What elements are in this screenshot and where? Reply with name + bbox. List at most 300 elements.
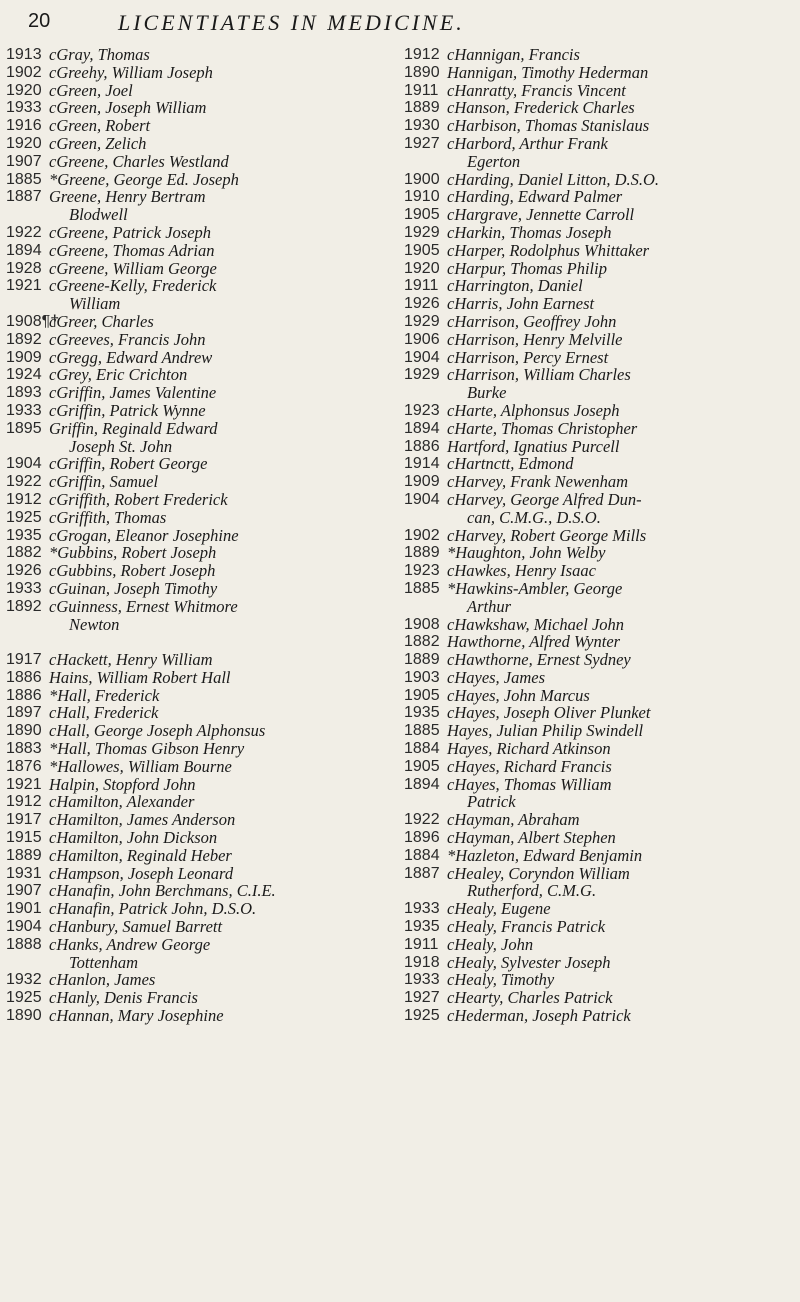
register-entry: [404, 1007, 799, 1025]
entry-year: 1884: [404, 740, 440, 758]
entry-name: cHanlon, James: [49, 970, 156, 990]
entry-name-continuation: Egerton: [467, 151, 521, 171]
entry-year: 1933: [6, 99, 42, 117]
entry-year: 1907: [6, 882, 42, 900]
entry-name: cGriffin, James Valentine: [49, 383, 217, 403]
register-entry: [404, 740, 799, 758]
entry-name: cGreer, Charles: [49, 311, 154, 331]
register-entry: [6, 740, 401, 758]
entry-name: cHayes, John Marcus: [447, 685, 590, 705]
entry-year: 1894: [6, 241, 42, 259]
register-entry: [404, 206, 799, 224]
entry-year: 1929: [404, 366, 440, 384]
entry-name: cGriffith, Thomas: [49, 507, 167, 527]
entry-year: 1932: [6, 971, 42, 989]
entry-year: 1887: [6, 188, 42, 206]
register-entry: [6, 455, 401, 473]
entry-year: 1886: [404, 437, 440, 455]
entry-name: cGrogan, Eleanor Josephine: [49, 525, 239, 545]
entry-name: cHall, Frederick: [49, 703, 159, 723]
entry-name: cHarrison, Geoffrey John: [447, 311, 617, 331]
register-entry: [404, 46, 799, 64]
register-entry: [404, 420, 799, 438]
register-entry: [6, 277, 401, 295]
register-entry: [404, 224, 799, 242]
entry-year: 1886: [6, 668, 42, 686]
register-entry: [6, 260, 401, 278]
entry-name: *Hazleton, Edward Benjamin: [447, 845, 643, 865]
entry-name: cHannan, Mary Josephine: [49, 1006, 224, 1026]
entry-year: 1922: [404, 811, 440, 829]
register-entry: [6, 64, 401, 82]
entry-year: 1902: [404, 526, 440, 544]
entry-name-continuation: Newton: [69, 614, 120, 634]
entry-year: 1933: [404, 971, 440, 989]
entry-name: cHartnctt, Edmond: [447, 454, 574, 474]
register-entry: [404, 82, 799, 100]
register-entry: [404, 527, 799, 545]
entry-year: 1904: [6, 918, 42, 936]
register-entry: [404, 277, 799, 295]
entry-name: cHarrison, William Charles: [447, 365, 631, 385]
entry-name: cHarbord, Arthur Frank: [447, 133, 608, 153]
entry-name: cHarding, Daniel Litton, D.S.O.: [447, 169, 660, 189]
entry-year: 1910: [404, 188, 440, 206]
register-entry: [404, 669, 799, 687]
entry-year: 1913: [6, 46, 42, 63]
register-entry: [404, 865, 799, 883]
register-entry: [6, 936, 401, 954]
register-entry: [6, 135, 401, 153]
entry-name: Griffin, Reginald Edward: [49, 418, 218, 438]
entry-name: cHarpur, Thomas Philip: [447, 258, 607, 278]
entry-name: Hartford, Ignatius Purcell: [447, 436, 620, 456]
entry-name: cHayes, Richard Francis: [447, 756, 612, 776]
entry-name: cGreen, Robert: [49, 116, 151, 136]
entry-name: cGregg, Edward Andrew: [49, 347, 213, 367]
register-entry: [6, 882, 401, 900]
entry-name: cHayes, Thomas William: [447, 774, 612, 794]
entry-year: 1935: [404, 704, 440, 722]
entry-name: cHampson, Joseph Leonard: [49, 863, 234, 883]
entry-name: cHanratty, Francis Vincent: [447, 80, 626, 100]
entry-year: 1889: [6, 846, 42, 864]
entry-name: cHanks, Andrew George: [49, 934, 211, 954]
entry-year: 1935: [404, 918, 440, 936]
register-entry: [6, 349, 401, 367]
register-entry: [6, 99, 401, 117]
entry-year: 1935: [6, 526, 42, 544]
running-head: LICENTIATES IN MEDICINE.: [118, 10, 465, 35]
entry-name: Hayes, Richard Atkinson: [447, 739, 611, 759]
entry-year: 1929: [404, 223, 440, 241]
register-entry: [6, 758, 401, 776]
entry-year: 1888: [6, 935, 42, 953]
entry-year: 1885: [6, 170, 42, 188]
register-entry: [404, 473, 799, 491]
entry-name: cHarvey, George Alfred Dun-: [447, 489, 642, 509]
entry-name: cHawkes, Henry Isaac: [447, 561, 596, 581]
entry-name: cHarte, Thomas Christopher: [447, 418, 638, 438]
register-entry: [6, 82, 401, 100]
entry-name: cHanafin, Patrick John, D.S.O.: [49, 899, 257, 919]
entry-name: cGreene, Thomas Adrian: [49, 240, 215, 260]
register-entry: [404, 117, 799, 135]
entry-name: cHarrison, Henry Melville: [447, 329, 623, 349]
register-entry: [404, 776, 799, 794]
entry-year: 1912: [404, 46, 440, 63]
entry-year: 1926: [404, 295, 440, 313]
entry-year: 1909: [6, 348, 42, 366]
entry-name: cHarrington, Daniel: [447, 276, 583, 296]
entry-name: cGreene, Charles Westland: [49, 151, 229, 171]
register-entry: [6, 313, 401, 331]
entry-year: 1925: [6, 989, 42, 1007]
entry-name: cGrey, Eric Crichton: [49, 365, 188, 385]
entry-name-continuation: Patrick: [467, 792, 516, 812]
register-entry: [6, 598, 401, 616]
register-entry: [404, 64, 799, 82]
register-entry: [404, 936, 799, 954]
entry-name: cHayes, Joseph Oliver Plunket: [447, 703, 651, 723]
entry-year: 1925: [6, 508, 42, 526]
register-entry: [6, 46, 401, 64]
entry-name: cGriffith, Robert Frederick: [49, 489, 228, 509]
register-entry: [6, 900, 401, 918]
register-entry: [404, 260, 799, 278]
entry-year: 1920: [404, 259, 440, 277]
register-entry: [404, 349, 799, 367]
entry-name: cHamilton, Reginald Heber: [49, 845, 232, 865]
entry-name: cHall, George Joseph Alphonsus: [49, 721, 266, 741]
entry-year: 1929: [404, 312, 440, 330]
register-entry: [404, 847, 799, 865]
entry-name: cHamilton, John Dickson: [49, 828, 218, 848]
entry-year: 1906: [404, 330, 440, 348]
entry-name: Hayes, Julian Philip Swindell: [447, 721, 644, 741]
entry-year: 1890: [404, 63, 440, 81]
entry-year: 1905: [404, 206, 440, 224]
entry-year: 1884: [404, 846, 440, 864]
entry-year: 1922: [6, 473, 42, 491]
entry-year: 1914: [404, 455, 440, 473]
register-entry: [404, 900, 799, 918]
entry-name: cHarding, Edward Palmer: [447, 187, 623, 207]
register-entry: [404, 580, 799, 598]
entry-year: 1892: [6, 597, 42, 615]
entry-name: cHackett, Henry William: [49, 650, 213, 670]
entry-name: cGuinan, Joseph Timothy: [49, 578, 218, 598]
register-entry: [6, 402, 401, 420]
entry-name: cHawthorne, Ernest Sydney: [447, 650, 631, 670]
register-entry: [6, 989, 401, 1007]
entry-year: 1883: [6, 740, 42, 758]
register-entry: [6, 865, 401, 883]
entry-name: cHealy, Timothy: [447, 970, 555, 990]
section-gap: [6, 633, 401, 651]
entry-year: 1887: [404, 864, 440, 882]
entry-year: 1886: [6, 686, 42, 704]
entry-name: cGray, Thomas: [49, 45, 150, 64]
entry-name: cHarte, Alphonsus Joseph: [447, 400, 620, 420]
register-entry: [404, 295, 799, 313]
register-entry: [404, 242, 799, 260]
entry-year: 1889: [404, 544, 440, 562]
register-entry: [6, 171, 401, 189]
register-entry: [6, 117, 401, 135]
register-entry: [404, 544, 799, 562]
entry-name: cHannigan, Francis: [447, 45, 580, 64]
entry-name: Hains, William Robert Hall: [49, 667, 231, 687]
entry-name: cHealy, John: [447, 934, 534, 954]
entry-year: 1894: [404, 775, 440, 793]
entry-year: 1921: [6, 277, 42, 295]
entry-name: cHealy, Eugene: [447, 899, 551, 919]
entry-name-continuation: Joseph St. John: [69, 436, 173, 456]
register-entry: [6, 473, 401, 491]
register-entry: [6, 544, 401, 562]
entry-year: 1896: [404, 829, 440, 847]
register-entry: [404, 438, 799, 456]
register-entry: [6, 847, 401, 865]
entry-name: cHayman, Abraham: [447, 810, 580, 830]
entry-year: 1889: [404, 651, 440, 669]
entry-name-continuation: Rutherford, C.M.G.: [467, 881, 597, 901]
entry-year: 1901: [6, 900, 42, 918]
register-entry: [6, 188, 401, 206]
entry-name: cHealy, Francis Patrick: [447, 917, 606, 937]
entry-name: Halpin, Stopford John: [49, 774, 196, 794]
entry-year: 1893: [6, 384, 42, 402]
entry-name: cGreen, Joseph William: [49, 98, 207, 118]
entry-year: 1923: [404, 401, 440, 419]
entry-year: 1918: [404, 953, 440, 971]
register-entry: [6, 331, 401, 349]
register-entry: [404, 366, 799, 384]
entry-name: *Hallowes, William Bourne: [49, 756, 232, 776]
entry-year: 1912: [6, 793, 42, 811]
register-entry: [404, 811, 799, 829]
entry-name: cHawkshaw, Michael John: [447, 614, 625, 634]
entry-year: 1882: [6, 544, 42, 562]
entry-year: 1928: [6, 259, 42, 277]
entry-name: cGriffin, Patrick Wynne: [49, 400, 206, 420]
register-entry: [6, 918, 401, 936]
register-entry: [6, 527, 401, 545]
entry-name-continuation: Burke: [467, 383, 507, 403]
entry-name: *Greene, George Ed. Joseph: [49, 169, 239, 189]
register-entry: [404, 954, 799, 972]
entry-name: cHanson, Frederick Charles: [447, 98, 635, 118]
entry-name: cGreene, Patrick Joseph: [49, 222, 212, 242]
register-entry: [6, 366, 401, 384]
entry-year: 1897: [6, 704, 42, 722]
entry-year: 1921: [6, 775, 42, 793]
entry-name: *Hawkins-Ambler, George: [447, 578, 623, 598]
entry-name-continuation: William: [69, 294, 121, 314]
register-entry: [6, 704, 401, 722]
entry-name: *Haughton, John Welby: [447, 543, 606, 563]
entry-name: cGreehy, William Joseph: [49, 62, 213, 82]
register-entry: [404, 188, 799, 206]
entry-name: cHanbury, Samuel Barrett: [49, 917, 223, 937]
register-entry: [6, 580, 401, 598]
entry-name: cHarris, John Earnest: [447, 294, 595, 314]
entry-name: cHargrave, Jennette Carroll: [447, 205, 635, 225]
register-entry: [6, 384, 401, 402]
entry-name: cGreene, William George: [49, 258, 217, 278]
entry-year: 1904: [6, 455, 42, 473]
entry-year: 1912: [6, 490, 42, 508]
register-entry: [6, 669, 401, 687]
entry-year: 1905: [404, 757, 440, 775]
register-entry: [6, 829, 401, 847]
entry-year: 1915: [6, 829, 42, 847]
entry-name-continuation: Blodwell: [69, 205, 128, 225]
entry-year: 1889: [404, 99, 440, 117]
entry-name: cHarper, Rodolphus Whittaker: [447, 240, 650, 260]
entry-name: cHayman, Albert Stephen: [447, 828, 616, 848]
entry-year: 1924: [6, 366, 42, 384]
entry-year: 1894: [404, 419, 440, 437]
entry-name: cHamilton, Alexander: [49, 792, 195, 812]
register-entry: [404, 918, 799, 936]
entry-year: 1917: [6, 651, 42, 669]
entry-year: 1890: [6, 722, 42, 740]
entry-name: cHarbison, Thomas Stanislaus: [447, 116, 650, 136]
entry-name: cGreeves, Francis John: [49, 329, 206, 349]
entry-year: 1925: [404, 1007, 440, 1025]
register-entry: [6, 687, 401, 705]
entry-year: 1902: [6, 63, 42, 81]
register-entry: [6, 776, 401, 794]
entry-year: 1885: [404, 722, 440, 740]
entry-name: *Hall, Thomas Gibson Henry: [49, 739, 245, 759]
entry-year: 1930: [404, 117, 440, 135]
entry-year: 1882: [404, 633, 440, 651]
register-entry: [6, 651, 401, 669]
register-entry: [6, 420, 401, 438]
register-entry: [404, 722, 799, 740]
register-entry: [404, 616, 799, 634]
entry-year: 1908: [404, 615, 440, 633]
register-entry: [404, 687, 799, 705]
register-entry: [404, 758, 799, 776]
entry-name: cGubbins, Robert Joseph: [49, 561, 216, 581]
register-entry: [404, 989, 799, 1007]
register-entry: [404, 491, 799, 509]
entry-year: 1917: [6, 811, 42, 829]
entry-year: 1905: [404, 686, 440, 704]
entry-name: cGriffin, Robert George: [49, 454, 208, 474]
entry-name: cGriffin, Samuel: [49, 472, 159, 492]
register-entry: [404, 331, 799, 349]
entry-year: 1926: [6, 562, 42, 580]
register-entry: [6, 562, 401, 580]
entry-year: 1903: [404, 668, 440, 686]
entry-year: 1909: [404, 473, 440, 491]
entry-year: 1927: [404, 989, 440, 1007]
entry-year: 1920: [6, 81, 42, 99]
register-entry: [6, 971, 401, 989]
register-entry: [404, 971, 799, 989]
entry-name: cGuinness, Ernest Whitmore: [49, 596, 238, 616]
entry-year: 1911: [404, 81, 439, 99]
entry-name: cHayes, James: [447, 667, 546, 687]
entry-name: cHarvey, Robert George Mills: [447, 525, 647, 545]
entry-name: cHederman, Joseph Patrick: [447, 1006, 631, 1026]
entry-name: Hannigan, Timothy Hederman: [447, 62, 649, 82]
entry-year: 1933: [6, 401, 42, 419]
entry-name-continuation: can, C.M.G., D.S.O.: [467, 507, 601, 527]
entry-year: 1927: [404, 134, 440, 152]
entry-name: cHealey, Coryndon William: [447, 863, 630, 883]
register-entry: [6, 491, 401, 509]
entry-year: 1904: [404, 490, 440, 508]
entry-year: 1876: [6, 757, 42, 775]
entry-year: 1892: [6, 330, 42, 348]
register-entry: [404, 402, 799, 420]
entry-name: cHarvey, Frank Newenham: [447, 472, 628, 492]
entry-year: 1907: [6, 152, 42, 170]
entry-year: 1911: [404, 935, 439, 953]
entry-name: cGreen, Zelich: [49, 133, 147, 153]
entry-name: *Gubbins, Robert Joseph: [49, 543, 217, 563]
entry-name-continuation: Arthur: [467, 596, 512, 616]
entry-year: 1911: [404, 277, 439, 295]
entry-year: 1895: [6, 419, 42, 437]
entry-name: cHarrison, Percy Ernest: [447, 347, 609, 367]
register-entry: [6, 509, 401, 527]
register-entry: [404, 562, 799, 580]
entry-year: 1933: [6, 579, 42, 597]
register-entry: [404, 313, 799, 331]
entry-year: 1900: [404, 170, 440, 188]
entry-name-continuation: Tottenham: [69, 952, 139, 972]
entry-year: 1885: [404, 579, 440, 597]
entry-name: cGreene-Kelly, Frederick: [49, 276, 217, 296]
register-entry: [404, 829, 799, 847]
register-entry: [404, 704, 799, 722]
register-entry: [6, 242, 401, 260]
register-entry: [404, 135, 799, 153]
entry-year: 1890: [6, 1007, 42, 1025]
right-column: [404, 46, 799, 1025]
entry-name: cHamilton, James Anderson: [49, 810, 236, 830]
register-entry: [404, 171, 799, 189]
register-entry: [6, 793, 401, 811]
entry-year: 1922: [6, 223, 42, 241]
entry-year: 1923: [404, 562, 440, 580]
register-entry: [6, 153, 401, 171]
entry-name: cHanly, Denis Francis: [49, 988, 198, 1008]
register-entry: [6, 811, 401, 829]
entry-year: 1916: [6, 117, 42, 135]
entry-year: 1933: [404, 900, 440, 918]
entry-year: 1931: [6, 864, 42, 882]
entry-name: Greene, Henry Bertram: [49, 187, 206, 207]
entry-name: cGreen, Joel: [49, 80, 133, 100]
register-entry: [6, 722, 401, 740]
entry-year: 1904: [404, 348, 440, 366]
register-entry: [404, 455, 799, 473]
register-entry: [404, 99, 799, 117]
entry-name: cHearty, Charles Patrick: [447, 988, 613, 1008]
register-entry: [404, 651, 799, 669]
register-entry: [6, 224, 401, 242]
entry-name: cHealy, Sylvester Joseph: [447, 952, 611, 972]
left-column: [6, 46, 401, 1025]
